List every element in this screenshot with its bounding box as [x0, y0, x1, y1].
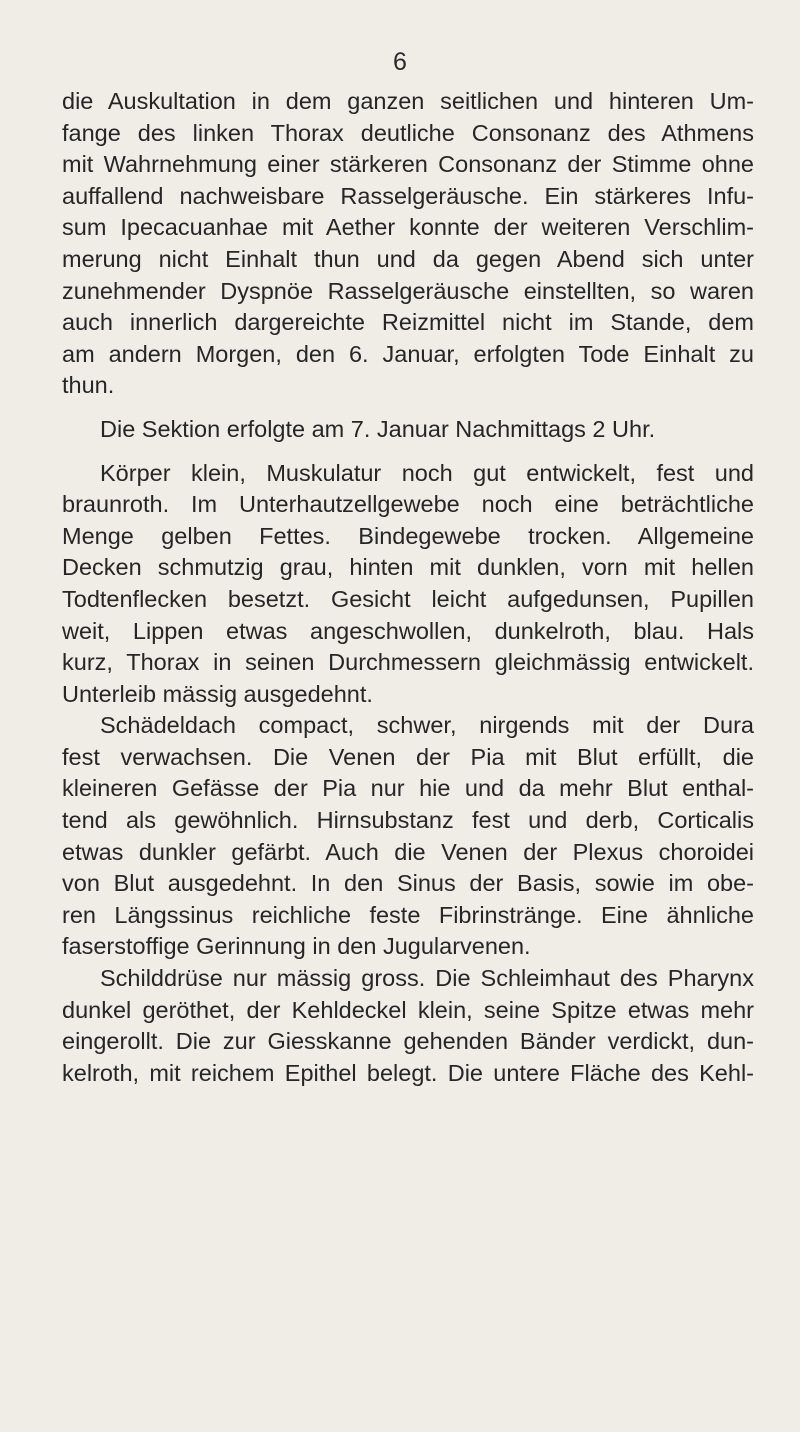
text-line: Decken schmutzig grau, hinten mit dunklen, vorn mit hellen	[62, 554, 754, 581]
text-line: kelroth, mit reichem Epithel belegt. Die untere Fläche des Kehl-	[62, 1059, 754, 1086]
text-line: thun.	[62, 372, 115, 399]
text-line: weit, Lippen etwas angeschwollen, dunkelroth, blau. Hals	[62, 617, 754, 644]
paragraph-gap	[62, 402, 754, 414]
text-line: etwas dunkler gefärbt. Auch die Venen der Plexus choroidei	[62, 838, 754, 865]
text-line: Schilddrüse nur mässig gross. Die Schleimhaut des Pharynx	[100, 965, 754, 992]
text-line: von Blut ausgedehnt. In den Sinus der Basis, sowie im obe-	[62, 870, 754, 897]
text-line: kurz, Thorax in seinen Durchmessern gleichmässig entwickelt.	[62, 649, 754, 676]
text-line: ren Längssinus reichliche feste Fibrinstränge. Eine ähnliche	[62, 901, 754, 928]
text-line: am andern Morgen, den 6. Januar, erfolgten Tode Einhalt zu	[62, 340, 754, 367]
text-line: auch innerlich dargereichte Reizmittel nicht im Stande, dem	[62, 309, 754, 336]
text-line: mit Wahrnehmung einer stärkeren Consonanz der Stimme ohne	[62, 151, 754, 178]
text-line: die Auskultation in dem ganzen seitlichen und hinteren Um-	[62, 88, 754, 114]
text-line: Menge gelben Fettes. Bindegewebe trocken. Allgemeine	[62, 522, 754, 549]
text-line: Unterleib mässig ausgedehnt.	[62, 680, 373, 707]
text-line: fest verwachsen. Die Venen der Pia mit Blut erfüllt, die	[62, 743, 754, 770]
text-line: Körper klein, Muskulatur noch gut entwickelt, fest und	[100, 459, 754, 486]
text-line: dunkel geröthet, der Kehldeckel klein, seine Spitze etwas mehr	[62, 996, 754, 1023]
paragraph-gap	[62, 446, 754, 458]
body-text	[62, 86, 754, 1089]
text-line: eingerollt. Die zur Giesskanne gehenden Bänder verdickt, dun-	[62, 1028, 754, 1055]
text-line: Die Sektion erfolgte am 7. Januar Nachmittags 2 Uhr.	[100, 415, 656, 442]
text-line: faserstoffige Gerinnung in den Jugularvenen.	[62, 933, 531, 960]
text-line: sum Ipecacuanhae mit Aether konnte der weiteren Verschlim-	[62, 214, 754, 241]
text-line: fange des linken Thorax deutliche Consonanz des Athmens	[62, 119, 754, 146]
text-line: braunroth. Im Unterhautzellgewebe noch eine beträchtliche	[62, 491, 754, 518]
text-line: auffallend nachweisbare Rasselgeräusche. Ein stärkeres Infu-	[62, 182, 754, 209]
text-line: tend als gewöhnlich. Hirnsubstanz fest und derb, Corticalis	[62, 807, 754, 834]
text-line: zunehmender Dyspnöe Rasselgeräusche einstellten, so waren	[62, 277, 754, 304]
text-line: merung nicht Einhalt thun und da gegen Abend sich unter	[62, 245, 754, 272]
text-line: Schädeldach compact, schwer, nirgends mit der Dura	[100, 712, 754, 739]
page-number: 6	[393, 48, 407, 76]
text-line: kleineren Gefässe der Pia nur hie und da mehr Blut enthal-	[62, 775, 754, 802]
text-line: Todtenflecken besetzt. Gesicht leicht aufgedunsen, Pupillen	[62, 585, 754, 612]
